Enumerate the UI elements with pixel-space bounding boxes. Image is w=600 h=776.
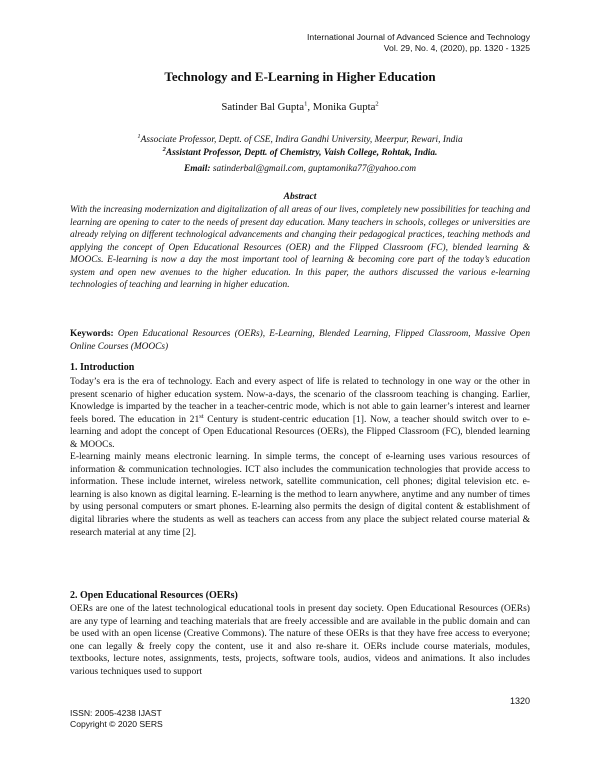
keywords-text: Open Educational Resources (OERs), E-Learning, Blended Learning, Flipped Classroom, Massive Open Online Courses (MOOCs) (70, 329, 530, 352)
affiliation-1-sup: 1 (137, 132, 141, 140)
section-1-paragraph-2: E-learning mainly means electronic learning. In simple terms, the concept of e-learning uses various resources of information & communication technologies. ICT also includes the communication technologies that provide access to information. These include internet, wireless network, satellite communication, cell phones; digital television etc. e-learning is also known as digital learning. E-learning is the method to learn anywhere, anytime and any number of times by using personal computers or smart phones. E-learning also permits the design of digital content & establishment of digital libraries where the students as well as teachers can access from any place the subject related course material & research material at any time [2]. (70, 451, 530, 538)
affiliation-1 (0, 134, 600, 146)
affiliation-2-sup: 2 (162, 145, 166, 153)
section-2-heading: 2. Open Educational Resources (OERs) (70, 590, 238, 601)
keywords (70, 328, 530, 353)
email-line (0, 163, 600, 175)
affiliation-2 (0, 147, 600, 159)
journal-header (307, 32, 530, 53)
author-1-name: Satinder Bal Gupta (221, 101, 305, 113)
section-2-paragraph-1: OERs are one of the latest technological educational tools in present day society. Open Educational Resources (OERs) are any type of learning and teaching materials that are freely accessible and are available in the public domain and can be used with an open license (Creative Commons). The nature of these OERs is that they have free access to everyone; one can legally & freely copy the content, use it and also re-share it. OERs include course materials, modules, textbooks, lecture notes, assignments, tests, projects, software tools, audios, videos and animations. It also includes various techniques used to support (70, 603, 530, 677)
email-label: Email: (183, 164, 211, 174)
author-2-name: Monika Gupta (312, 101, 376, 113)
author-1-sup: 1 (304, 100, 308, 108)
journal-volume: Vol. 29, No. 4, (2020), pp. 1320 - 1325 (383, 42, 530, 53)
email-addresses[interactable]: satinderbal@gmail.com, guptamonika77@yahoo.com (210, 164, 417, 174)
section-1-heading: 1. Introduction (70, 362, 135, 373)
keywords-label: Keywords: (70, 329, 114, 339)
author-separator: , (307, 101, 313, 113)
author-line (0, 101, 600, 113)
abstract-text: With the increasing modernization and digitalization of all areas of our lives, completely new possibilities for teaching and learning are opening to cater to the needs of present day education. Many teachers in schools, colleges or universities are already relying on different technological advancements and changing their pedagogical practices, teaching methods and applying the concept of Open Educational Resources (OER) and the Flipped Classroom (FC), blended learning & MOOCs. E-learning is now a day the most important tool of learning & becoming core part of the today’s education system and open new avenues to the higher education. In this paper, the authors discussed the various e-learning technologies of teaching and learning in higher education. (70, 205, 530, 291)
affiliation-1-text: Associate Professor, Deptt. of CSE, Indira Gandhi University, Meerpur, Rewari, India (140, 135, 463, 145)
section-1-paragraph-1-part-a: Today’s era is the era of technology. Each and every aspect of life is related to technology in one way or the other in present scenario of higher education system. Now-a-days, the scenario of the classroom teaching is changing. Earlier, Knowledge is imparted by the teacher in a teacher-centric mode, which is not able to gain learner’s interest and learner feels bored. The education in 21 (70, 376, 530, 425)
abstract-heading: Abstract (283, 192, 317, 202)
copyright-line: Copyright © 2020 SERS (70, 718, 163, 729)
author-2-sup: 2 (375, 100, 379, 108)
section-1-paragraph-1-part-b: Century is student-centric education [1]. Now, a teacher should switch over to e-learning and adopt the concept of Open Educational Resources (OERs), the Flipped Classroom (FC), blended learning & MOOCs. (70, 413, 530, 450)
journal-name: International Journal of Advanced Science and Technology (307, 32, 530, 42)
issn-line: ISSN: 2005-4238 IJAST (70, 708, 162, 718)
page-number: 1320 (509, 696, 530, 706)
century-ordinal-sup: st (199, 412, 204, 420)
section-1-body (70, 376, 530, 539)
affiliation-2-text: Assistant Professor, Deptt. of Chemistry, Vaish College, Rohtak, India. (165, 148, 438, 158)
section-2-body (70, 603, 530, 678)
section-1-paragraph-1 (70, 376, 530, 451)
page-footer (70, 708, 163, 729)
paper-title: Technology and E-Learning in Higher Education (164, 69, 436, 84)
